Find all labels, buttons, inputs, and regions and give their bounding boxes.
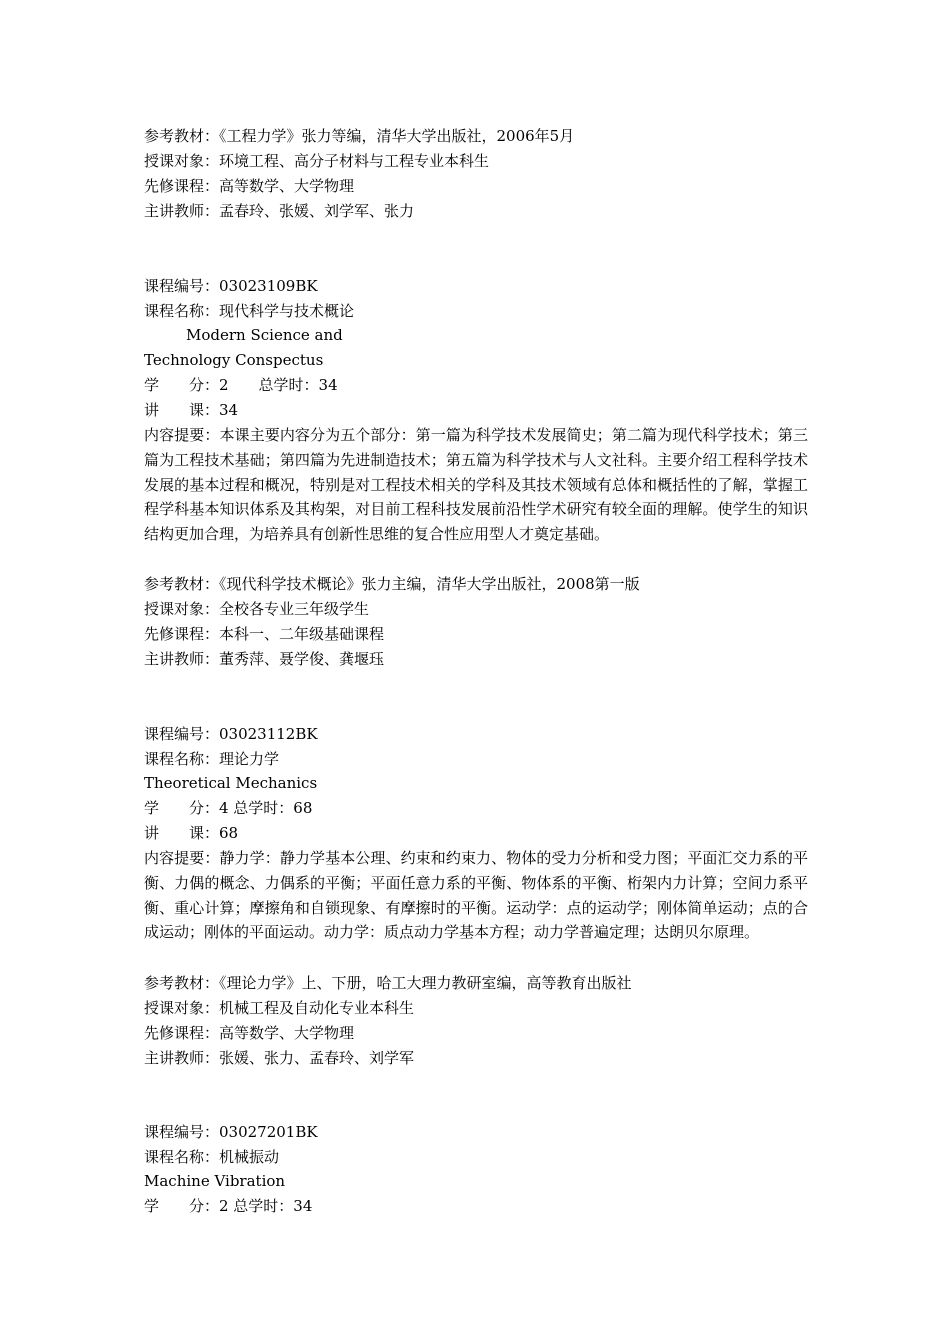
course-english-name: Machine Vibration (144, 1172, 286, 1190)
prerequisite-courses: 先修课程：本科一、二年级基础课程 (144, 625, 385, 643)
lead-instructors: 主讲教师：孟春玲、张媛、刘学军、张力 (144, 202, 415, 220)
reference-textbook: 参考教材：《理论力学》上、下册，哈工大理力教研室编，高等教育出版社 (144, 974, 632, 992)
lecture-hours: 讲 课：68 (144, 824, 239, 842)
content-summary: 内容提要：静力学：静力学基本公理、约束和约束力、物体的受力分析和受力图；平面汇交力系的平衡、力偶的概念、力偶系的平衡；平面任意力系的平衡、物体系的平衡、桁架内力计算；空间力系平衡、重心计算；摩擦角和自锁现象、有摩擦时的平衡。运动学：点的运动学；刚体简单运动；点的合成运动；刚体的平面运动。动力学：质点动力学基本方程；动力学普遍定理；达朗贝尔原理。 (144, 849, 808, 942)
course-code: 课程编号：03027201BK (144, 1123, 318, 1141)
prerequisite-courses: 先修课程：高等数学、大学物理 (144, 1024, 355, 1042)
reference-textbook: 参考教材：《现代科学技术概论》张力主编，清华大学出版社，2008第一版 (144, 575, 640, 593)
content-summary: 内容提要：本课主要内容分为五个部分：第一篇为科学技术发展简史；第二篇为现代科学技术；第三篇为工程技术基础；第四篇为先进制造技术；第五篇为科学技术与人文社科。主要介绍工程科学技术发展的基本过程和概况，特别是对工程技术相关的学科及其技术领域有总体和概括性的了解，掌握工程学科基本知识体系及其构架，对目前工程科技发展前沿性学术研究有较全面的理解。使学生的知识结构更加合理，为培养具有创新性思维的复合性应用型人才奠定基础。 (144, 426, 808, 544)
course-name: 课程名称：理论力学 (144, 750, 280, 768)
credit-hours: 学 分：2 总学时：34 (144, 376, 338, 394)
credit-hours: 学 分：2 总学时：34 (144, 1197, 313, 1215)
target-audience: 授课对象：环境工程、高分子材料与工程专业本科生 (144, 152, 490, 170)
course-name: 课程名称：现代科学与技术概论 (144, 302, 355, 320)
course-name: 课程名称：机械振动 (144, 1148, 280, 1166)
lead-instructors: 主讲教师：张媛、张力、孟春玲、刘学军 (144, 1049, 415, 1067)
lead-instructors: 主讲教师：董秀萍、聂学俊、龚堰珏 (144, 650, 385, 668)
prerequisite-courses: 先修课程：高等数学、大学物理 (144, 177, 355, 195)
course-code: 课程编号：03023112BK (144, 725, 318, 743)
course-english-name-line2: Technology Conspectus (144, 351, 324, 369)
target-audience: 授课对象：全校各专业三年级学生 (144, 600, 370, 618)
course-code: 课程编号：03023109BK (144, 277, 318, 295)
target-audience: 授课对象：机械工程及自动化专业本科生 (144, 999, 415, 1017)
lecture-hours: 讲 课：34 (144, 401, 239, 419)
course-english-name-line1: Modern Science and (186, 326, 343, 344)
reference-textbook: 参考教材：《工程力学》张力等编，清华大学出版社，2006年5月 (144, 127, 575, 145)
credit-hours: 学 分：4 总学时：68 (144, 799, 313, 817)
course-english-name: Theoretical Mechanics (144, 774, 318, 792)
